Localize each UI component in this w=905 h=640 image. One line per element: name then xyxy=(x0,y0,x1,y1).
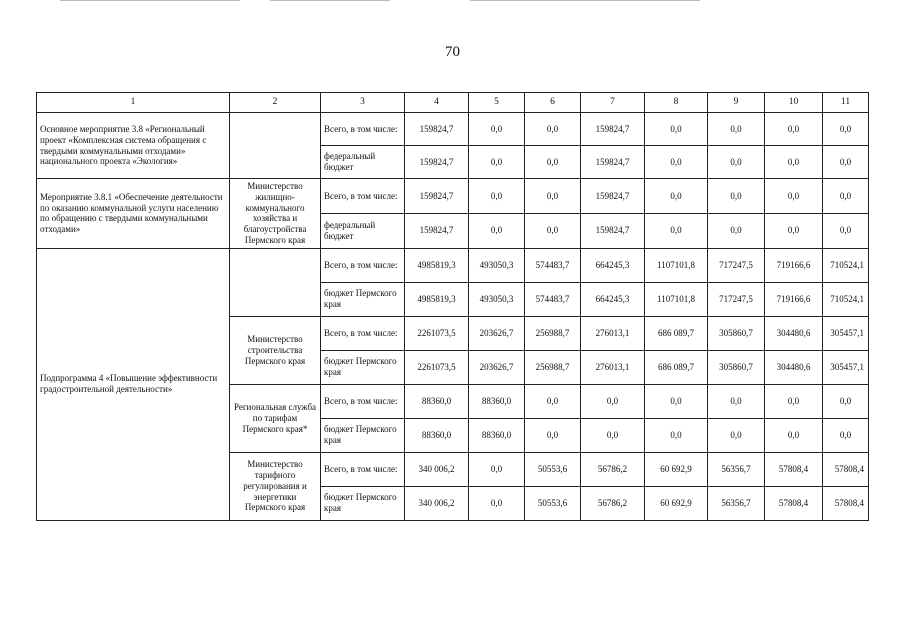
value-cell: 159824,7 xyxy=(581,179,645,214)
value-cell: 717247,5 xyxy=(708,282,765,316)
value-cell: 686 089,7 xyxy=(645,350,708,384)
value-cell: 0,0 xyxy=(765,213,823,248)
value-cell: 0,0 xyxy=(708,146,765,179)
funding-source: бюджет Пермского края xyxy=(321,282,405,316)
value-cell: 159824,7 xyxy=(405,213,469,248)
col-header: 6 xyxy=(525,93,581,113)
value-cell: 0,0 xyxy=(525,113,581,146)
funding-source: Всего, в том числе: xyxy=(321,113,405,146)
executor: Региональная служба по тарифам Пермского края* xyxy=(230,384,321,452)
value-cell: 2261073,5 xyxy=(405,316,469,350)
value-cell: 304480,6 xyxy=(765,316,823,350)
scan-top-edge xyxy=(270,0,390,1)
executor: Министерство тарифного регулирования и энергетики Пермского края xyxy=(230,452,321,520)
value-cell: 0,0 xyxy=(469,179,525,214)
value-cell: 159824,7 xyxy=(405,113,469,146)
value-cell: 0,0 xyxy=(645,418,708,452)
value-cell: 0,0 xyxy=(525,213,581,248)
executor xyxy=(230,113,321,179)
program-name: Мероприятие 3.8.1 «Обеспечение деятельности по оказанию коммунальной услуги населению по обращению с твердыми коммунальными отходами» xyxy=(37,179,230,249)
value-cell: 0,0 xyxy=(823,146,869,179)
scan-top-edge xyxy=(60,0,240,1)
value-cell: 664245,3 xyxy=(581,248,645,282)
col-header: 8 xyxy=(645,93,708,113)
funding-source: бюджет Пермского края xyxy=(321,486,405,520)
value-cell: 0,0 xyxy=(765,384,823,418)
budget-table xyxy=(36,92,869,521)
value-cell: 88360,0 xyxy=(405,418,469,452)
value-cell: 0,0 xyxy=(469,146,525,179)
value-cell: 0,0 xyxy=(765,179,823,214)
value-cell: 0,0 xyxy=(525,418,581,452)
col-header: 10 xyxy=(765,93,823,113)
col-header: 3 xyxy=(321,93,405,113)
value-cell: 159824,7 xyxy=(405,179,469,214)
col-header: 5 xyxy=(469,93,525,113)
col-header: 11 xyxy=(823,93,869,113)
program-name: Основное мероприятие 3.8 «Региональный проект «Комплексная система обращения с твердыми коммунальными отходами» национального проекта «Экология» xyxy=(37,113,230,179)
header-row xyxy=(37,93,869,113)
program-name: Подпрограмма 4 «Повышение эффективности градостроительной деятельности» xyxy=(37,248,230,520)
value-cell: 159824,7 xyxy=(581,213,645,248)
table-row xyxy=(37,248,869,282)
value-cell: 0,0 xyxy=(469,452,525,486)
value-cell: 0,0 xyxy=(708,418,765,452)
value-cell: 304480,6 xyxy=(765,350,823,384)
value-cell: 710524,1 xyxy=(823,248,869,282)
value-cell: 88360,0 xyxy=(469,384,525,418)
value-cell: 50553,6 xyxy=(525,452,581,486)
funding-source: бюджет Пермского края xyxy=(321,418,405,452)
value-cell: 717247,5 xyxy=(708,248,765,282)
value-cell: 56786,2 xyxy=(581,452,645,486)
value-cell: 574483,7 xyxy=(525,248,581,282)
value-cell: 0,0 xyxy=(469,113,525,146)
value-cell: 0,0 xyxy=(645,213,708,248)
value-cell: 1107101,8 xyxy=(645,282,708,316)
value-cell: 664245,3 xyxy=(581,282,645,316)
value-cell: 56786,2 xyxy=(581,486,645,520)
value-cell: 0,0 xyxy=(708,113,765,146)
page-number: 70 xyxy=(445,44,460,60)
value-cell: 0,0 xyxy=(645,179,708,214)
value-cell: 305457,1 xyxy=(823,350,869,384)
value-cell: 0,0 xyxy=(469,213,525,248)
value-cell: 203626,7 xyxy=(469,316,525,350)
value-cell: 340 006,2 xyxy=(405,452,469,486)
value-cell: 276013,1 xyxy=(581,350,645,384)
value-cell: 574483,7 xyxy=(525,282,581,316)
value-cell: 0,0 xyxy=(765,113,823,146)
value-cell: 493050,3 xyxy=(469,282,525,316)
value-cell: 0,0 xyxy=(645,113,708,146)
value-cell: 686 089,7 xyxy=(645,316,708,350)
value-cell: 0,0 xyxy=(645,146,708,179)
value-cell: 0,0 xyxy=(525,179,581,214)
executor xyxy=(230,248,321,316)
value-cell: 0,0 xyxy=(823,113,869,146)
value-cell: 0,0 xyxy=(708,384,765,418)
value-cell: 0,0 xyxy=(581,418,645,452)
value-cell: 4985819,3 xyxy=(405,248,469,282)
table-row xyxy=(37,179,869,214)
funding-source: бюджет Пермского края xyxy=(321,350,405,384)
value-cell: 305457,1 xyxy=(823,316,869,350)
value-cell: 203626,7 xyxy=(469,350,525,384)
value-cell: 493050,3 xyxy=(469,248,525,282)
value-cell: 0,0 xyxy=(765,146,823,179)
value-cell: 159824,7 xyxy=(581,146,645,179)
funding-source: федеральный бюджет xyxy=(321,146,405,179)
executor: Министерство жилищно-коммунального хозяйства и благоустройства Пермского края xyxy=(230,179,321,249)
value-cell: 0,0 xyxy=(823,213,869,248)
funding-source: Всего, в том числе: xyxy=(321,179,405,214)
value-cell: 0,0 xyxy=(581,384,645,418)
value-cell: 0,0 xyxy=(708,213,765,248)
value-cell: 56356,7 xyxy=(708,452,765,486)
value-cell: 159824,7 xyxy=(405,146,469,179)
value-cell: 2261073,5 xyxy=(405,350,469,384)
value-cell: 57808,4 xyxy=(765,486,823,520)
value-cell: 340 006,2 xyxy=(405,486,469,520)
value-cell: 305860,7 xyxy=(708,350,765,384)
value-cell: 88360,0 xyxy=(469,418,525,452)
value-cell: 0,0 xyxy=(525,384,581,418)
value-cell: 159824,7 xyxy=(581,113,645,146)
funding-source: Всего, в том числе: xyxy=(321,248,405,282)
funding-source: Всего, в том числе: xyxy=(321,452,405,486)
value-cell: 256988,7 xyxy=(525,350,581,384)
col-header: 4 xyxy=(405,93,469,113)
col-header: 1 xyxy=(37,93,230,113)
value-cell: 0,0 xyxy=(469,486,525,520)
funding-source: Всего, в том числе: xyxy=(321,316,405,350)
value-cell: 0,0 xyxy=(645,384,708,418)
value-cell: 88360,0 xyxy=(405,384,469,418)
value-cell: 719166,6 xyxy=(765,248,823,282)
value-cell: 0,0 xyxy=(823,384,869,418)
value-cell: 60 692,9 xyxy=(645,452,708,486)
value-cell: 57808,4 xyxy=(765,452,823,486)
value-cell: 50553,6 xyxy=(525,486,581,520)
value-cell: 719166,6 xyxy=(765,282,823,316)
value-cell: 0,0 xyxy=(708,179,765,214)
funding-source: федеральный бюджет xyxy=(321,213,405,248)
executor: Министерство строительства Пермского края xyxy=(230,316,321,384)
col-header: 2 xyxy=(230,93,321,113)
col-header: 9 xyxy=(708,93,765,113)
value-cell: 276013,1 xyxy=(581,316,645,350)
value-cell: 57808,4 xyxy=(823,486,869,520)
value-cell: 57808,4 xyxy=(823,452,869,486)
col-header: 7 xyxy=(581,93,645,113)
scan-top-edge xyxy=(470,0,700,1)
value-cell: 1107101,8 xyxy=(645,248,708,282)
value-cell: 0,0 xyxy=(823,418,869,452)
value-cell: 0,0 xyxy=(823,179,869,214)
funding-source: Всего, в том числе: xyxy=(321,384,405,418)
value-cell: 256988,7 xyxy=(525,316,581,350)
value-cell: 710524,1 xyxy=(823,282,869,316)
value-cell: 60 692,9 xyxy=(645,486,708,520)
value-cell: 56356,7 xyxy=(708,486,765,520)
value-cell: 4985819,3 xyxy=(405,282,469,316)
value-cell: 0,0 xyxy=(525,146,581,179)
value-cell: 0,0 xyxy=(765,418,823,452)
value-cell: 305860,7 xyxy=(708,316,765,350)
table-row xyxy=(37,113,869,146)
